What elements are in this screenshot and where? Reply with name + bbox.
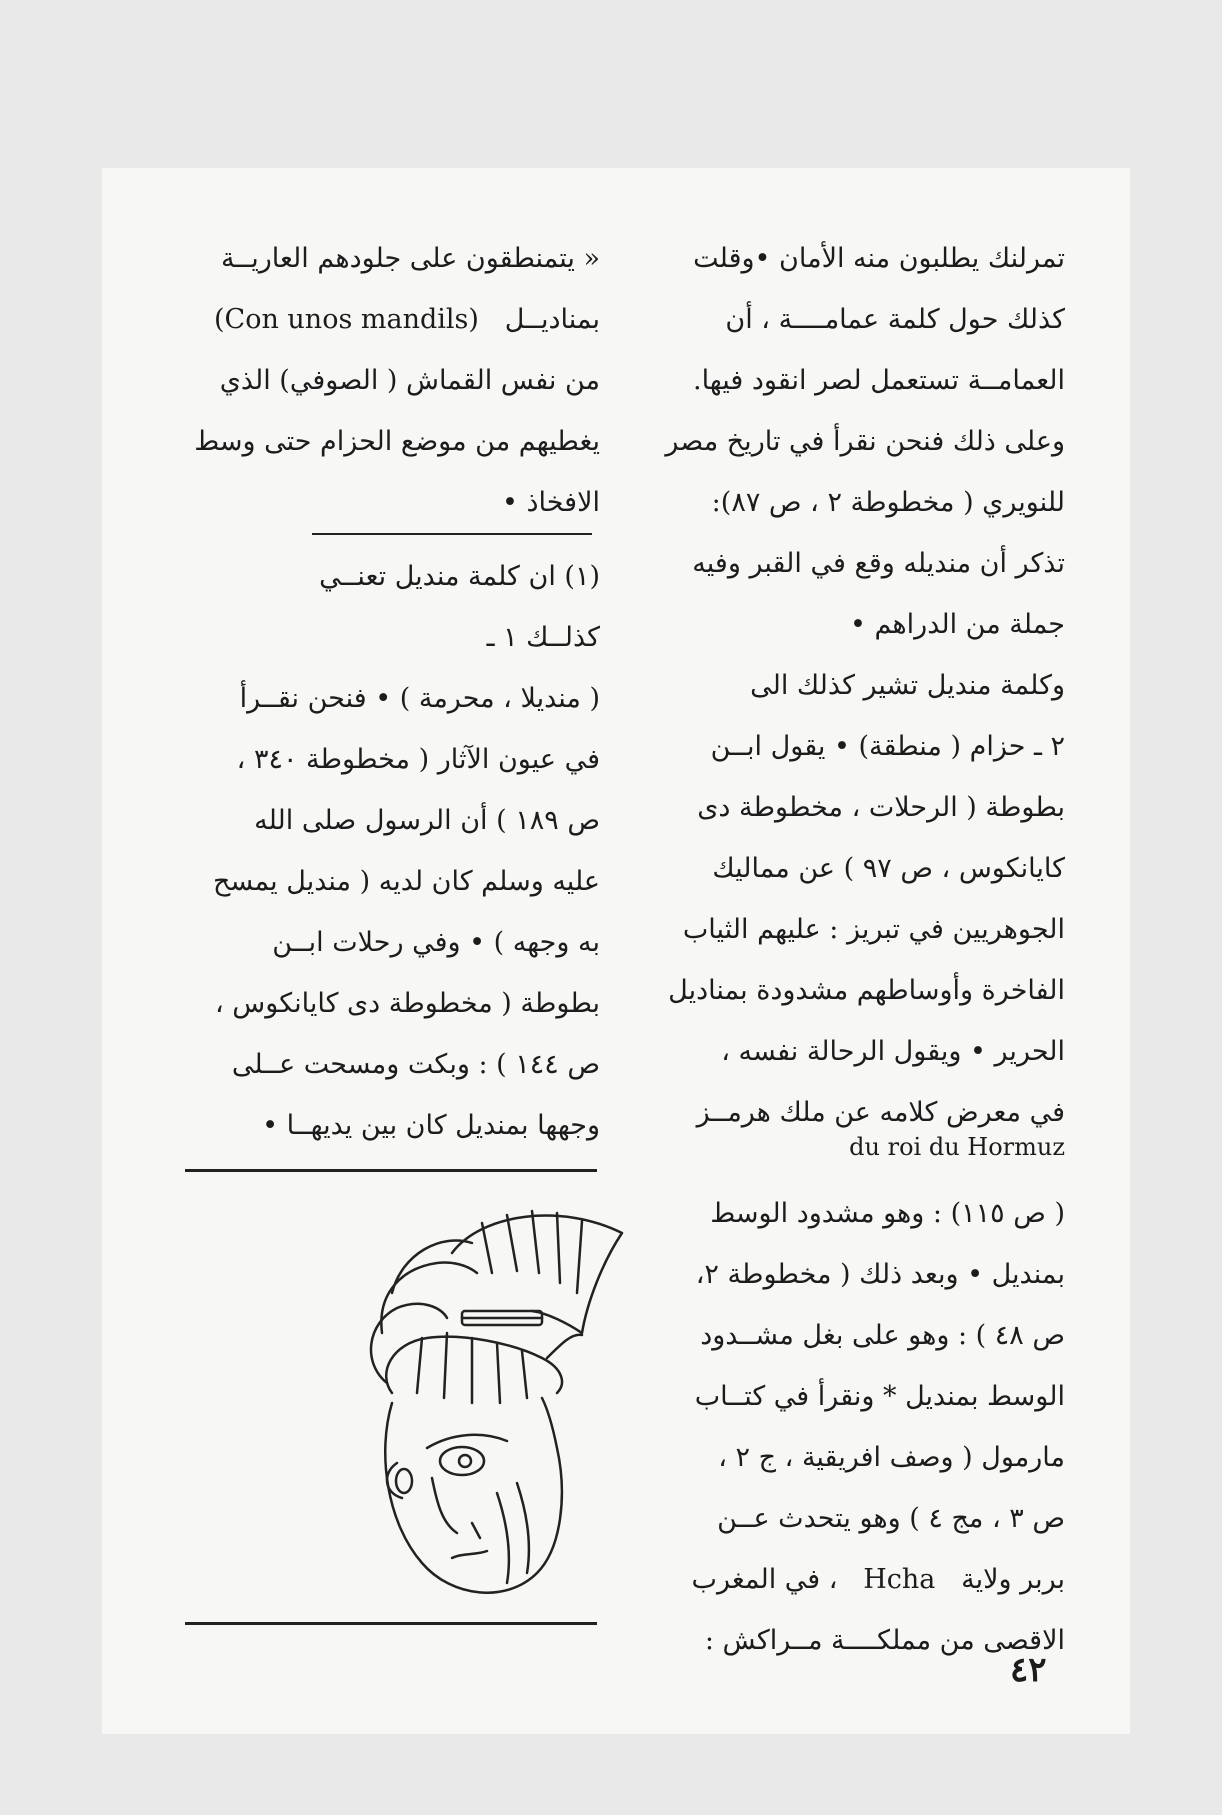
footnote-line: وجهها بمنديل كان بين يديهــا • [262, 1110, 600, 1141]
text-line: الحرير • ويقول الرحالة نفسه ، [721, 1036, 1065, 1067]
footnote-line: عليه وسلم كان لديه ( منديل يمسح [213, 866, 600, 897]
text-line: الاقصى من مملكــــة مــراكش : [704, 1625, 1065, 1656]
text-line: وكلمة منديل تشير كذلك الى [750, 670, 1065, 701]
text-line [182, 289, 600, 350]
footnote-line: ( منديلا ، محرمة ) • فنحن نقــرأ [239, 683, 600, 714]
text-line: من نفس القماش ( الصوفي) الذي [219, 365, 600, 396]
footnote-line: كذلــك ١ ـ [486, 622, 600, 653]
text-line: الجوهريين في تبريز : عليهم الثياب [682, 914, 1065, 945]
left-column [182, 228, 600, 533]
text-line: تذكر أن منديله وقع في القبر وفيه [692, 548, 1065, 579]
footnote-line: به وجهه ) • وفي رحلات ابــن [272, 927, 600, 958]
text-line: للنويري ( مخطوطة ٢ ، ص ٨٧): [711, 487, 1065, 518]
text-line: مارمول ( وصف افريقية ، ج ٢ ، [718, 1442, 1065, 1473]
footnote-divider [312, 533, 592, 535]
footnote-line: ص ١٤٤ ) : وبكت ومسحت عــلى [231, 1049, 600, 1080]
footnote [182, 546, 600, 1156]
text-line: يغطيهم من موضع الحزام حتى وسط [194, 426, 600, 457]
text-fragment: ، في المغرب [691, 1564, 838, 1595]
text-line: كذلك حول كلمة عمامــــة ، أن [725, 304, 1065, 335]
text-fragment: بمناديــل [504, 304, 600, 335]
text-line: ٢ ـ حزام ( منطقة) • يقول ابــن [710, 731, 1065, 762]
text-line [645, 1549, 1065, 1610]
text-line: ( ص ١١٥) : وهو مشدود الوسط [710, 1198, 1065, 1229]
text-line: تمرلنك يطلبون منه الأمان •وقلت [693, 243, 1065, 274]
text-line: العمامــة تستعمل لصر انقود فيها. [692, 365, 1065, 396]
figure-bottom-rule [185, 1622, 597, 1625]
footnote-line: بطوطة ( مخطوطة دى كايانكوس ، [214, 988, 600, 1019]
footnote-line: في عيون الآثار ( مخطوطة ٣٤٠ ، [236, 744, 600, 775]
book-page [102, 168, 1130, 1734]
text-line: « يتمنطقون على جلودهم العاريــة [220, 243, 600, 274]
right-column [645, 228, 1065, 1671]
text-line: الافخاذ • [502, 487, 600, 518]
footnote-line: (١) ان كلمة منديل تعنــي [319, 561, 600, 592]
figure-top-rule [185, 1169, 597, 1172]
text-fragment: بربر ولاية [961, 1564, 1065, 1595]
latin-word: Hcha [863, 1564, 936, 1595]
text-line: جملة من الدراهم • [849, 609, 1065, 640]
text-line: في معرض كلامه عن ملك هرمــز [696, 1097, 1065, 1128]
text-line: الوسط بمنديل * ونقرأ في كتــاب [694, 1381, 1065, 1412]
text-line: بمنديل • وبعد ذلك ( مخطوطة ٢، [695, 1259, 1065, 1290]
latin-phrase: (Con unos mandils) [214, 304, 479, 335]
text-line: ص ٣ ، مج ٤ ) وهو يتحدث عــن [717, 1503, 1065, 1534]
text-line: الفاخرة وأوساطهم مشدودة بمناديل [668, 975, 1065, 1006]
text-line: بطوطة ( الرحلات ، مخطوطة دى [697, 792, 1065, 823]
text-line: كايانكوس ، ص ٩٧ ) عن مماليك [712, 853, 1065, 884]
latin-phrase: du roi du Hormuz [849, 1133, 1065, 1161]
turbaned-head-figure [332, 1193, 662, 1613]
text-line: ص ٤٨ ) : وهو على بغل مشــدود [700, 1320, 1065, 1351]
footnote-line: ص ١٨٩ ) أن الرسول صلى الله [254, 805, 600, 836]
text-line: وعلى ذلك فنحن نقرأ في تاريخ مصر [665, 426, 1065, 457]
page-number: ٤٢ [1010, 1650, 1047, 1690]
turbaned-head-icon [332, 1193, 662, 1613]
